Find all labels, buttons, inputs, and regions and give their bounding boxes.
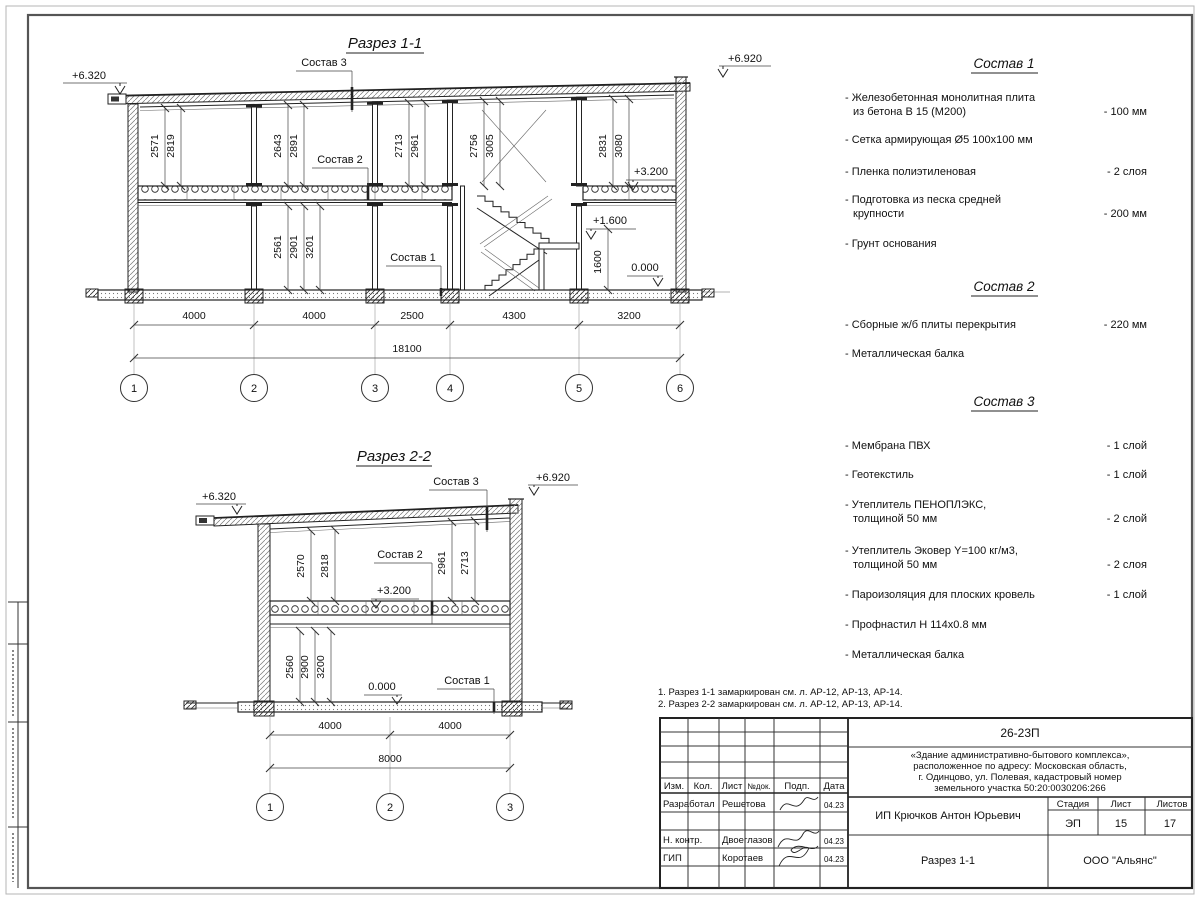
spec-item: толщиной 50 мм xyxy=(853,513,938,525)
s1-grid-bubbles xyxy=(121,375,694,402)
dim: 3200 xyxy=(315,655,327,679)
s2-elevation-left xyxy=(196,491,246,514)
left-attribute-strip xyxy=(8,602,28,888)
dim: 4000 xyxy=(302,310,326,322)
row-role: ГИП xyxy=(663,853,682,864)
spec-value: - 2 слоя xyxy=(1106,166,1147,178)
svg-text:+3.200: +3.200 xyxy=(634,166,668,178)
spec-item: - Сборные ж/б плиты перекрытия xyxy=(845,319,1016,331)
svg-text:Состав 2: Состав 2 xyxy=(317,154,363,166)
signatures xyxy=(778,797,819,866)
sheets-label: Листов xyxy=(1156,799,1188,810)
s1-elevation-1600 xyxy=(586,215,636,290)
project-line: г. Одинцово, ул. Полевая, кадастровый номер xyxy=(918,772,1122,783)
svg-text:0.000: 0.000 xyxy=(368,681,396,693)
sheets-value: 17 xyxy=(1163,818,1177,830)
dim: 4000 xyxy=(318,720,342,732)
s1-ground-slab xyxy=(86,289,730,303)
grid-bubble: 2 xyxy=(250,383,258,395)
company: ООО "Альянс" xyxy=(1083,855,1157,867)
spec-item: толщиной 50 мм xyxy=(853,559,938,571)
svg-text:Состав 1: Состав 1 xyxy=(390,252,436,264)
svg-text:+6.920: +6.920 xyxy=(536,472,570,484)
notes xyxy=(658,687,903,710)
svg-text:Состав 1: Состав 1 xyxy=(444,675,490,687)
col-kol: Кол. xyxy=(693,781,713,792)
spec-item: - Металлическая балка xyxy=(845,348,965,360)
drawing-title: Разрез 1-1 xyxy=(920,855,976,867)
note-line: 2. Разрез 2-2 замаркирован см. л. АР-12, АР-13, АР-14. xyxy=(658,699,903,710)
spec-item: - Металлическая балка xyxy=(845,649,965,661)
dim: 2756 xyxy=(468,134,480,158)
spec-value: - 220 мм xyxy=(1103,319,1147,331)
row-date: 04.23 xyxy=(823,801,845,810)
s2-ground-slab xyxy=(184,701,572,716)
spec-item: - Пароизоляция для плоских кровель xyxy=(845,589,1035,601)
dim: 4000 xyxy=(182,310,206,322)
dim: 2831 xyxy=(597,134,609,158)
spec-item: - Грунт основания xyxy=(845,238,937,250)
row-role: Н. контр. xyxy=(663,835,703,846)
dim: 2961 xyxy=(436,551,448,575)
row-name: Двоеглазов xyxy=(722,835,773,846)
project-line: расположенное по адресу: Московская область, xyxy=(913,761,1127,772)
project-line: земельного участка 50:20:0030206:266 xyxy=(934,783,1106,794)
dim: 2713 xyxy=(459,551,471,575)
stage-label: Стадия xyxy=(1056,799,1090,810)
s1-dimension-chain xyxy=(134,302,680,374)
dim: 3005 xyxy=(484,134,496,158)
dim: 2819 xyxy=(165,134,177,158)
project-line: «Здание административно-бытового комплекса», xyxy=(910,750,1130,761)
s2-floor-slab xyxy=(270,601,510,628)
dim: 2818 xyxy=(319,554,331,578)
s1-roof xyxy=(108,83,690,111)
dim: 2891 xyxy=(288,134,300,158)
s2-lower-dimensions xyxy=(284,631,331,702)
svg-text:Состав 3: Состав 3 xyxy=(301,57,347,69)
spec-item: из бетона В 15 (М200) xyxy=(853,106,966,118)
spec-item: - Пленка полиэтиленовая xyxy=(845,166,976,178)
row-date: 04.23 xyxy=(823,837,845,846)
spec-value: - 2 слоя xyxy=(1106,559,1147,571)
dim: 2900 xyxy=(299,655,311,679)
title-block xyxy=(660,718,1192,888)
col-izm: Изм. xyxy=(663,781,685,792)
spec-item: - Железобетонная монолитная плита xyxy=(845,92,1036,104)
grid-bubble: 4 xyxy=(446,383,454,395)
s2-roof xyxy=(196,505,518,533)
client: ИП Крючков Антон Юрьевич xyxy=(875,810,1021,822)
sheet-label: Лист xyxy=(1110,799,1132,810)
dim: 3200 xyxy=(617,310,641,322)
s1-elev-6920: +6.920 xyxy=(728,53,762,65)
col-ndok: №док. xyxy=(747,782,771,791)
s1-elevation-zero xyxy=(627,262,663,286)
row-role: Разработал xyxy=(663,799,715,810)
svg-text:Состав 3: Состав 3 xyxy=(433,476,479,488)
col-list: Лист xyxy=(721,781,743,792)
s1-dim-1600: 1600 xyxy=(592,250,604,274)
section-1-1 xyxy=(63,35,771,402)
spec-item: - Профнастил Н 114х0.8 мм xyxy=(845,619,987,631)
dim-total: 18100 xyxy=(392,343,422,355)
spec-list-2 xyxy=(845,279,1147,360)
dim: 3201 xyxy=(304,235,316,259)
s2-elevation-right xyxy=(528,472,578,495)
dim: 4000 xyxy=(438,720,462,732)
s1-upper-dimensions xyxy=(149,99,629,186)
spec-item: - Мембрана ПВХ xyxy=(845,440,931,452)
spec1-title: Состав 1 xyxy=(973,56,1035,71)
dim: 2901 xyxy=(288,235,300,259)
spec3-title: Состав 3 xyxy=(973,394,1035,409)
spec-value: - 100 мм xyxy=(1103,106,1147,118)
dim: 2643 xyxy=(272,134,284,158)
col-podp: Подп. xyxy=(784,781,810,792)
dim: 2570 xyxy=(295,554,307,578)
spec-list-3 xyxy=(845,394,1147,661)
svg-text:0.000: 0.000 xyxy=(631,262,659,274)
s2-grid-bubbles xyxy=(257,794,524,821)
dim: 2961 xyxy=(409,134,421,158)
grid-bubble: 1 xyxy=(266,802,274,814)
s2-elevation-zero xyxy=(364,681,402,704)
spec2-title: Состав 2 xyxy=(973,279,1035,294)
spec-item: - Геотекстиль xyxy=(845,469,914,481)
s1-sostav1-label xyxy=(386,252,441,296)
s2-dimension-chain xyxy=(270,717,510,793)
section-1-title: Разрез 1-1 xyxy=(347,35,423,52)
grid-bubble: 1 xyxy=(130,383,138,395)
doc-number: 26-23П xyxy=(1000,726,1040,740)
dim: 4300 xyxy=(502,310,526,322)
s1-elevation-left xyxy=(63,70,127,94)
stage-value: ЭП xyxy=(1065,818,1081,830)
s1-floor-slab xyxy=(138,186,676,206)
grid-bubble: 3 xyxy=(371,383,379,395)
col-data: Дата xyxy=(823,781,845,792)
s1-lower-dimensions xyxy=(272,206,320,290)
spec-item: - Сетка армирующая Ø5 100х100 мм xyxy=(845,134,1033,146)
spec-item: - Утеплитель Эковер Y=100 кг/м3, xyxy=(845,545,1018,557)
spec-item: - Утеплитель ПЕНОПЛЭКС, xyxy=(845,499,987,511)
spec-value: - 1 слой xyxy=(1106,440,1147,452)
grid-bubble: 2 xyxy=(386,802,394,814)
dim: 3080 xyxy=(613,134,625,158)
row-name: Решетова xyxy=(722,799,766,810)
svg-text:+1.600: +1.600 xyxy=(593,215,627,227)
dim: 2571 xyxy=(149,134,161,158)
svg-text:+3.200: +3.200 xyxy=(377,585,411,597)
dim: 2500 xyxy=(400,310,424,322)
s1-elevation-right xyxy=(718,53,771,77)
row-date: 04.23 xyxy=(823,855,845,864)
grid-bubble: 6 xyxy=(676,383,684,395)
svg-text:+6.320: +6.320 xyxy=(202,491,236,503)
section-2-title: Разрез 2-2 xyxy=(356,448,432,465)
spec-value: - 2 слой xyxy=(1106,513,1147,525)
spec-item: крупности xyxy=(853,208,905,220)
spec-value: - 200 мм xyxy=(1103,208,1147,220)
grid-bubble: 3 xyxy=(506,802,514,814)
row-name: Коротаев xyxy=(722,853,764,864)
spec-list-1 xyxy=(845,56,1147,250)
note-line: 1. Разрез 1-1 замаркирован см. л. АР-12, АР-13, АР-14. xyxy=(658,687,903,698)
grid-bubble: 5 xyxy=(575,383,583,395)
dim-total: 8000 xyxy=(378,753,402,765)
dim: 2561 xyxy=(272,235,284,259)
dim: 2560 xyxy=(284,655,296,679)
spec-value: - 1 слой xyxy=(1106,469,1147,481)
s1-elev-6320: +6.320 xyxy=(72,70,106,82)
spec-item: - Подготовка из песка средней xyxy=(845,194,1001,206)
dim: 2713 xyxy=(393,134,405,158)
svg-text:Состав 2: Состав 2 xyxy=(377,549,423,561)
spec-value: - 1 слой xyxy=(1106,589,1147,601)
sheet-value: 15 xyxy=(1114,818,1128,830)
section-2-2 xyxy=(184,448,578,821)
